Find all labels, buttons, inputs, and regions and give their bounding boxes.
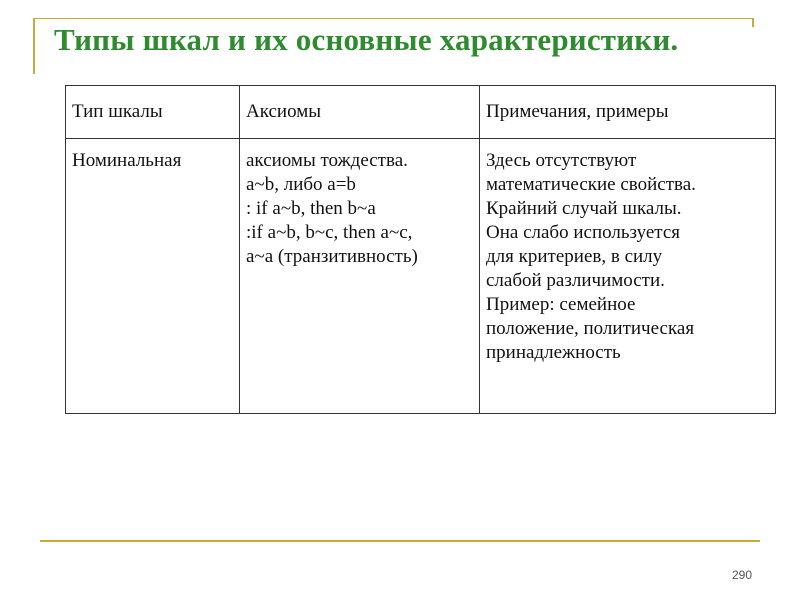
axiom-line: : if a~b, then b~a bbox=[246, 198, 376, 219]
cell-notes bbox=[480, 139, 776, 414]
note-line: принадлежность bbox=[486, 342, 621, 363]
title-accent-top-cap bbox=[752, 18, 754, 27]
axiom-line: a~b, либо a=b bbox=[246, 174, 356, 195]
note-line: Она слабо используется bbox=[486, 222, 680, 243]
title-accent-vertical-rule bbox=[33, 18, 35, 74]
note-line: слабой различимости. bbox=[486, 270, 665, 291]
axiom-line: аксиомы тождества. bbox=[246, 150, 408, 171]
cell-scale-type bbox=[66, 139, 240, 414]
header-axioms: Аксиомы bbox=[240, 86, 480, 139]
footer-rule bbox=[40, 540, 760, 542]
scale-type-name: Номинальная bbox=[72, 150, 182, 171]
scale-types-table bbox=[65, 85, 776, 414]
note-line: математические свойства. bbox=[486, 174, 696, 195]
header-scale-type: Тип шкалы bbox=[66, 86, 240, 139]
note-line: для критериев, в силу bbox=[486, 246, 663, 267]
note-line: Пример: семейное bbox=[486, 294, 636, 315]
note-line: Здесь отсутствуют bbox=[486, 150, 637, 171]
note-line: положение, политическая bbox=[486, 318, 695, 339]
table-header-row bbox=[66, 86, 776, 139]
page-number: 290 bbox=[732, 568, 753, 582]
slide-title: Типы шкал и их основные характеристики. bbox=[54, 22, 679, 57]
title-accent-top-rule bbox=[33, 18, 754, 19]
header-notes-examples: Примечания, примеры bbox=[480, 86, 776, 139]
note-line: Крайний случай шкалы. bbox=[486, 198, 682, 219]
cell-axioms bbox=[240, 139, 480, 414]
table-row bbox=[66, 139, 776, 414]
axiom-line: :if a~b, b~c, then a~c, bbox=[246, 222, 413, 243]
axiom-line: a~a (транзитивность) bbox=[246, 246, 418, 267]
